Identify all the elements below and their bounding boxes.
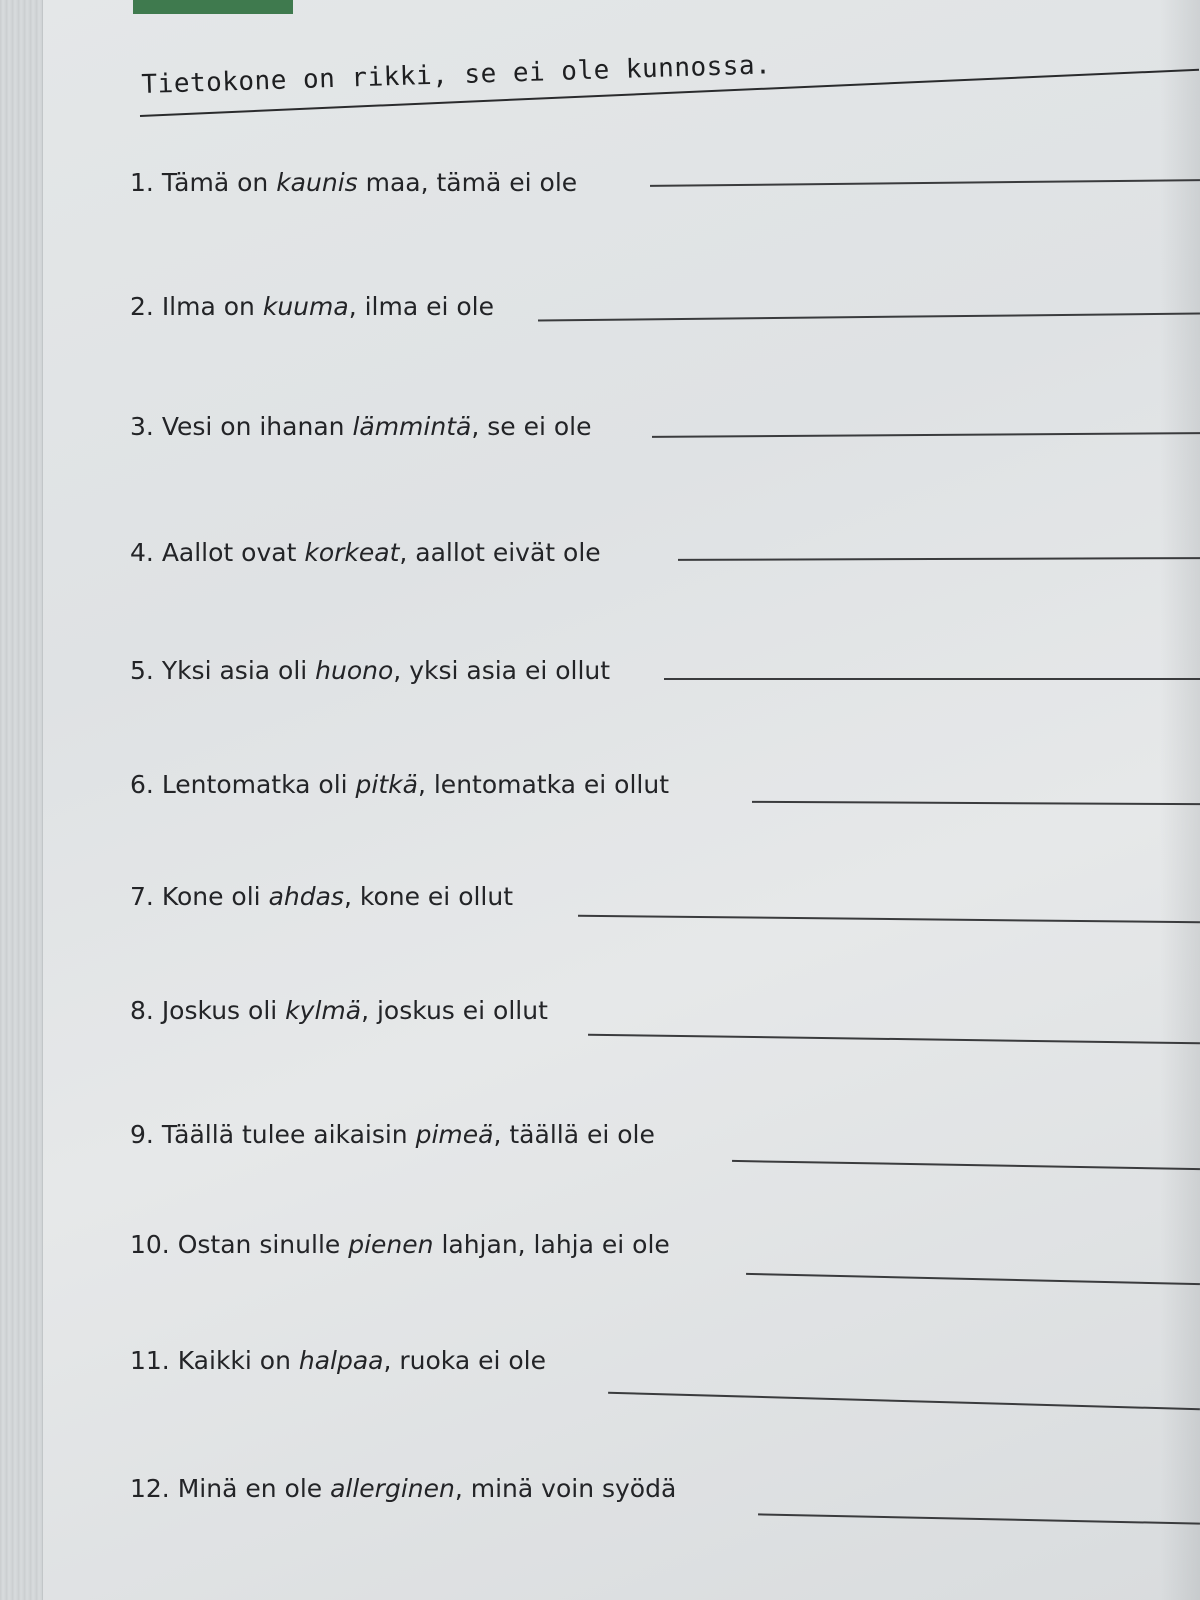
item-text-before: Kone oli	[161, 882, 269, 911]
example-handwritten-text: Tietokone on rikki, se ei ole kunnossa.	[141, 50, 772, 100]
item-text-before: Ilma on	[161, 292, 263, 321]
answer-blank[interactable]	[538, 313, 1200, 322]
item-text-after: , aallot eivät ole	[399, 538, 601, 567]
item-text-before: Täällä tulee aikaisin	[161, 1120, 416, 1149]
item-text	[130, 1474, 676, 1503]
item-text-before: Yksi asia oli	[161, 656, 316, 685]
item-text-after: , ruoka ei ole	[383, 1346, 547, 1375]
answer-blank[interactable]	[752, 801, 1200, 805]
exercise-item-2	[130, 292, 1200, 342]
item-emphasized-word: huono	[315, 656, 394, 685]
item-number: 7.	[130, 882, 154, 911]
answer-blank[interactable]	[732, 1160, 1200, 1170]
item-emphasized-word: kylmä	[285, 996, 362, 1025]
answer-blank[interactable]	[652, 432, 1200, 438]
answer-blank[interactable]	[578, 915, 1200, 924]
item-text-after: , lentomatka ei ollut	[417, 770, 670, 799]
item-text-before: Vesi on ihanan	[161, 412, 353, 441]
item-number: 5.	[130, 656, 154, 685]
item-text	[130, 538, 601, 567]
item-text	[130, 996, 548, 1025]
item-emphasized-word: ahdas	[268, 882, 344, 911]
item-text-before: Lentomatka oli	[161, 770, 356, 799]
item-emphasized-word: halpaa	[298, 1346, 384, 1375]
exercise-item-7	[130, 882, 1200, 932]
green-header-tab	[133, 0, 293, 14]
item-text	[130, 882, 513, 911]
item-text-before: Joskus oli	[161, 996, 286, 1025]
item-text-after: , kone ei ollut	[343, 882, 514, 911]
item-emphasized-word: kuuma	[262, 292, 349, 321]
item-text	[130, 1346, 546, 1375]
exercise-item-9	[130, 1120, 1200, 1170]
item-number: 6.	[130, 770, 154, 799]
item-emphasized-word: lämmintä	[352, 412, 472, 441]
item-emphasized-word: kaunis	[276, 168, 358, 197]
item-text-after: , täällä ei ole	[493, 1120, 655, 1149]
item-text-after: , se ei ole	[471, 412, 592, 441]
item-number: 2.	[130, 292, 154, 321]
item-emphasized-word: korkeat	[304, 538, 400, 567]
item-text	[130, 656, 610, 685]
item-emphasized-word: allerginen	[330, 1474, 455, 1503]
item-number: 12.	[130, 1474, 170, 1503]
exercise-item-1	[130, 168, 1200, 218]
answer-blank[interactable]	[758, 1513, 1200, 1524]
exercise-item-11	[130, 1346, 1200, 1396]
item-text-before: Aallot ovat	[161, 538, 305, 567]
exercise-item-12	[130, 1474, 1200, 1524]
item-number: 10.	[130, 1230, 170, 1259]
answer-blank[interactable]	[678, 557, 1200, 561]
item-text-after: , ilma ei ole	[348, 292, 494, 321]
item-number: 11.	[130, 1346, 170, 1375]
item-text-before: Minä en ole	[177, 1474, 331, 1503]
exercise-item-8	[130, 996, 1200, 1046]
item-text-after: lahjan, lahja ei ole	[433, 1230, 670, 1259]
item-text-before: Tämä on	[161, 168, 277, 197]
item-number: 8.	[130, 996, 154, 1025]
item-emphasized-word: pitkä	[355, 770, 418, 799]
exercise-item-10	[130, 1230, 1200, 1280]
item-text	[130, 292, 494, 321]
item-emphasized-word: pienen	[348, 1230, 434, 1259]
exercise-item-3	[130, 412, 1200, 462]
item-text-before: Kaikki on	[177, 1346, 299, 1375]
item-text-after: , minä voin syödä	[454, 1474, 677, 1503]
answer-blank[interactable]	[664, 678, 1200, 680]
item-number: 1.	[130, 168, 154, 197]
item-emphasized-word: pimeä	[415, 1120, 494, 1149]
item-number: 9.	[130, 1120, 154, 1149]
answer-blank[interactable]	[588, 1034, 1200, 1045]
item-number: 3.	[130, 412, 154, 441]
item-text-after: , joskus ei ollut	[361, 996, 548, 1025]
item-text	[130, 1230, 670, 1259]
exercise-item-4	[130, 538, 1200, 588]
page-edges	[0, 0, 43, 1600]
answer-blank[interactable]	[608, 1392, 1200, 1411]
item-text	[130, 168, 577, 197]
item-text-after: , yksi asia ei ollut	[393, 656, 611, 685]
item-text	[130, 412, 591, 441]
answer-blank[interactable]	[650, 179, 1200, 187]
item-text-after: maa, tämä ei ole	[357, 168, 578, 197]
exercise-item-5	[130, 656, 1200, 706]
item-text	[130, 770, 669, 799]
item-text	[130, 1120, 655, 1149]
item-text-before: Ostan sinulle	[177, 1230, 349, 1259]
item-number: 4.	[130, 538, 154, 567]
exercise-item-6	[130, 770, 1200, 820]
example-answer	[140, 50, 1200, 130]
answer-blank[interactable]	[746, 1273, 1200, 1285]
